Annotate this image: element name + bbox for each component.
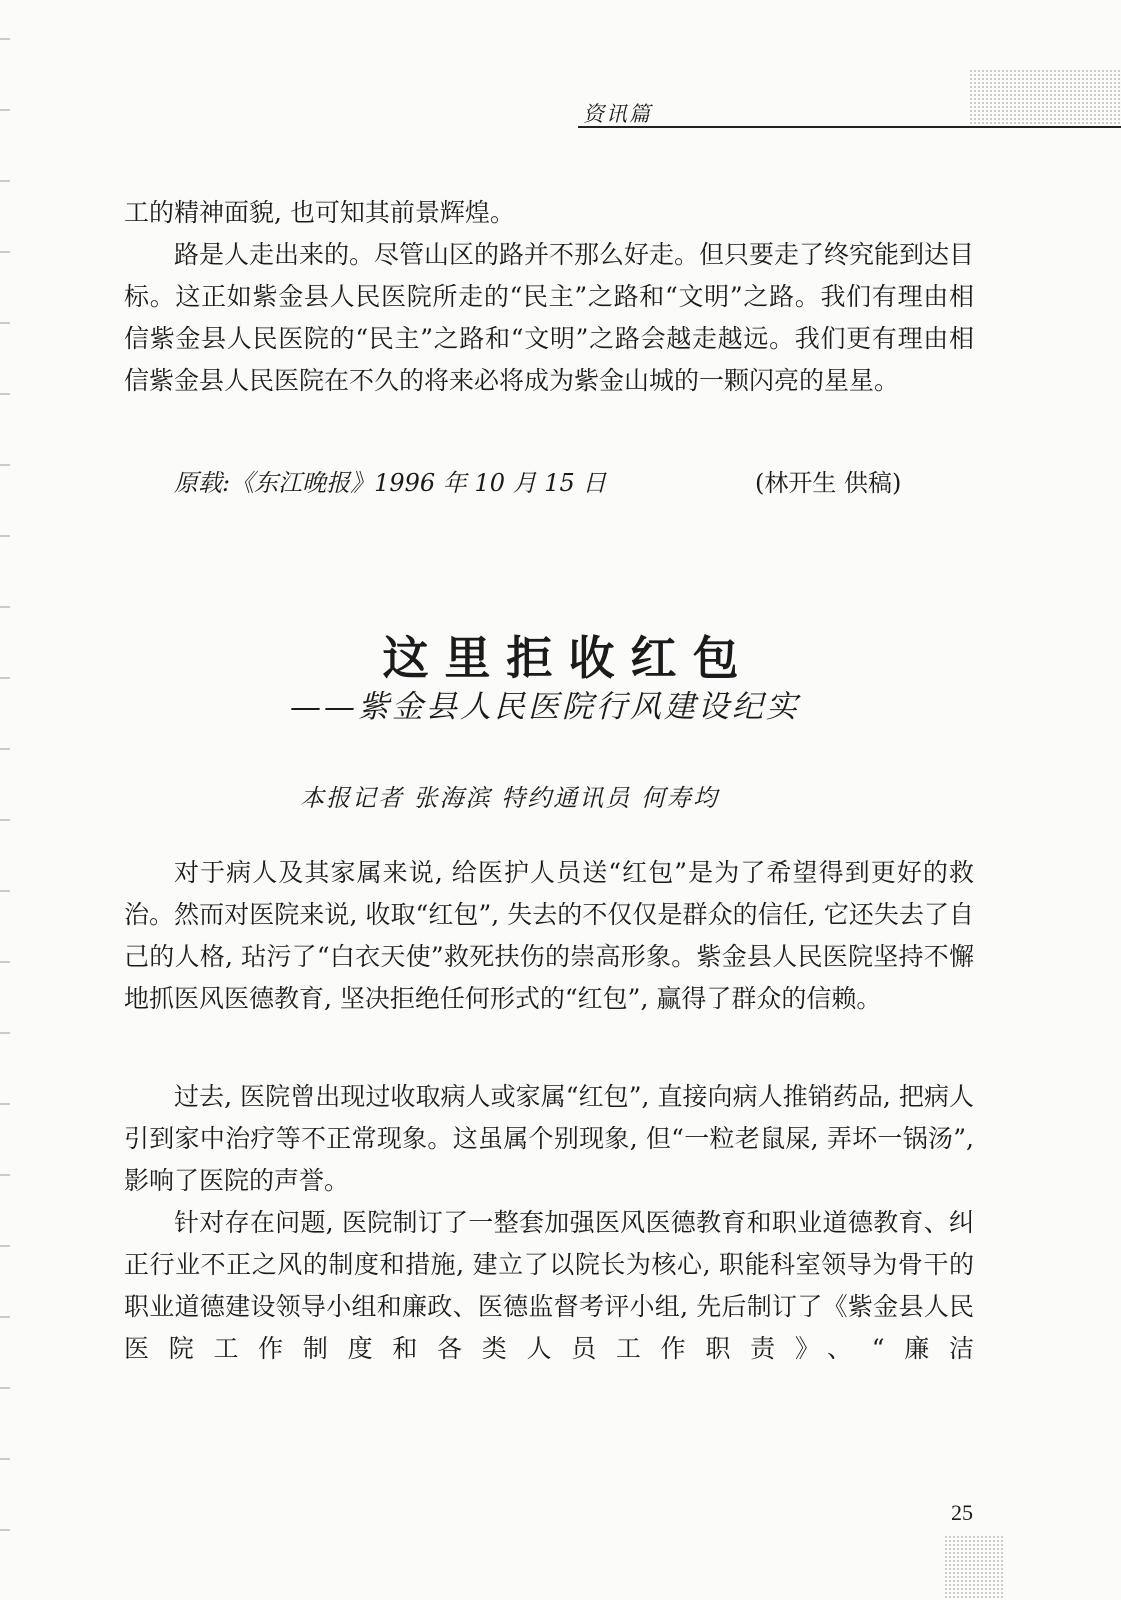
- source-citation: 原载:《东江晚报》1996 年 10 月 15 日: [174, 469, 607, 497]
- page-number: 25: [951, 1500, 973, 1525]
- scan-edge-artifact: [0, 0, 10, 1600]
- header-rule: [578, 126, 1121, 128]
- continuation-line: 工的精神面貌, 也可知其前景辉煌。: [124, 198, 515, 227]
- article-byline: 本报记者 张海滨 特约通讯员 何寿均: [300, 784, 719, 812]
- contributor-credit: (林开生 供稿): [755, 469, 902, 497]
- article-paragraph-3: 针对存在问题, 医院制订了一整套加强医风医德教育和职业道德教育、纠正行业不正之风的制度和措施, 建立了以院长为核心, 职能科室领导为骨干的职业道德建设领导小组和廉政、医德监督考评小组, 先后制订了《紫金县人民医院工作制度和各类人员工作职责》、“廉洁: [124, 1208, 974, 1363]
- header-halftone-decoration: [970, 70, 1121, 128]
- running-header: 资讯篇: [583, 102, 652, 126]
- footer-halftone-decoration: [945, 1536, 1005, 1600]
- article-paragraph-2: 过去, 医院曾出现过收取病人或家属“红包”, 直接向病人推销药品, 把病人引到家中治疗等不正常现象。这虽属个别现象, 但“一粒老鼠屎, 弄坏一锅汤”, 影响了医院的声誉。: [124, 1082, 974, 1195]
- continuation-paragraph: 路是人走出来的。尽管山区的路并不那么好走。但只要走了终究能到达目标。这正如紫金县人民医院所走的“民主”之路和“文明”之路。我们有理由相信紫金县人民医院的“民主”之路和“文明”之路会越走越远。我们更有理由相信紫金县人民医院在不久的将来必将成为紫金山城的一颗闪亮的星星。: [124, 240, 975, 395]
- article-subtitle: ——紫金县人民医院行风建设纪实: [290, 689, 800, 725]
- article-title: 这里拒收红包: [382, 631, 755, 685]
- article-paragraph-1: 对于病人及其家属来说, 给医护人员送“红包”是为了希望得到更好的救治。然而对医院来说, 收取“红包”, 失去的不仅仅是群众的信任, 它还失去了自己的人格, 玷污了“白衣天使”救死扶伤的崇高形象。紫金县人民医院坚持不懈地抓医风医德教育, 坚决拒绝任何形式的“红包”, 赢得了群众的信赖。: [124, 858, 974, 1013]
